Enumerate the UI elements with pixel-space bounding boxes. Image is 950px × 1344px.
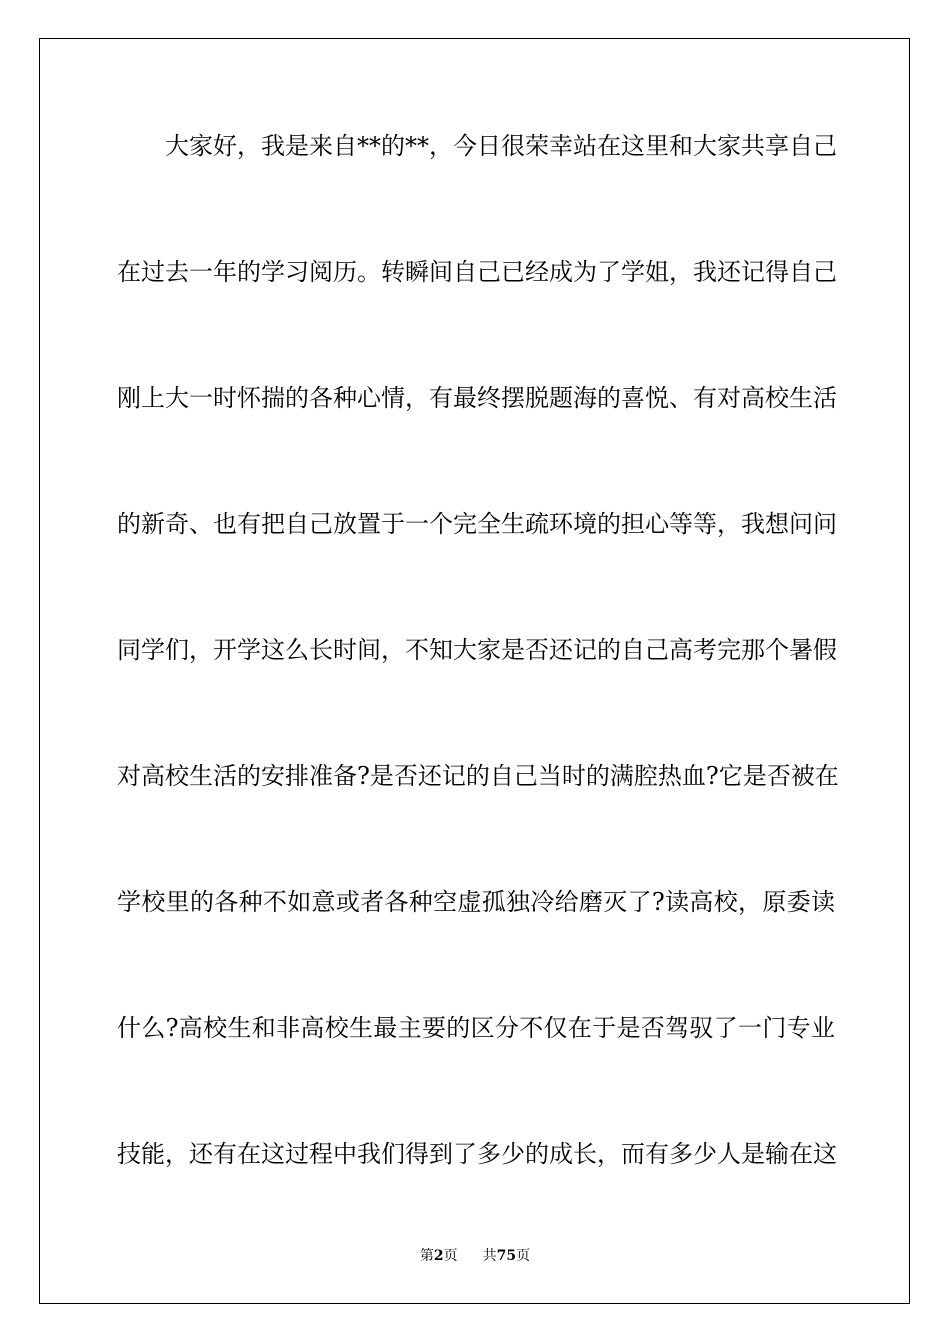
total-pages-indicator <box>483 1246 530 1266</box>
total-pages: 75 <box>496 1248 517 1264</box>
paragraph-line: 刚上大一时怀揣的各种心情，有最终摆脱题海的喜悦、有对高校生活 <box>117 384 837 412</box>
paragraph-line: 同学们，开学这么长时间，不知大家是否还记的自己高考完那个暑假 <box>117 636 837 664</box>
page-border <box>39 38 910 1304</box>
paragraph-line: 什么?高校生和非高校生最主要的区分不仅在于是否驾驭了一门专业 <box>117 1014 835 1042</box>
paragraph-line: 学校里的各种不如意或者各种空虚孤独冷给磨灭了?读高校，原委读 <box>117 888 835 916</box>
paragraph-line: 技能，还有在这过程中我们得到了多少的成长，而有多少人是输在这 <box>117 1140 837 1168</box>
paragraph-line: 的新奇、也有把自己放置于一个完全生疏环境的担心等等，我想问问 <box>117 510 837 538</box>
paragraph-line: 大家好，我是来自**的**，今日很荣幸站在这里和大家共享自己 <box>165 132 837 160</box>
total-suffix: 页 <box>516 1248 531 1264</box>
page-number: 2 <box>433 1248 444 1264</box>
page-suffix: 页 <box>443 1248 458 1264</box>
paragraph-line: 对高校生活的安排准备?是否还记的自己当时的满腔热血?它是否被在 <box>117 762 839 790</box>
page-prefix: 第 <box>419 1248 434 1264</box>
page-footer <box>0 1246 950 1266</box>
page-indicator <box>420 1246 458 1266</box>
total-prefix: 共 <box>482 1248 497 1264</box>
paragraph-line: 在过去一年的学习阅历。转瞬间自己已经成为了学姐，我还记得自己 <box>117 258 837 286</box>
